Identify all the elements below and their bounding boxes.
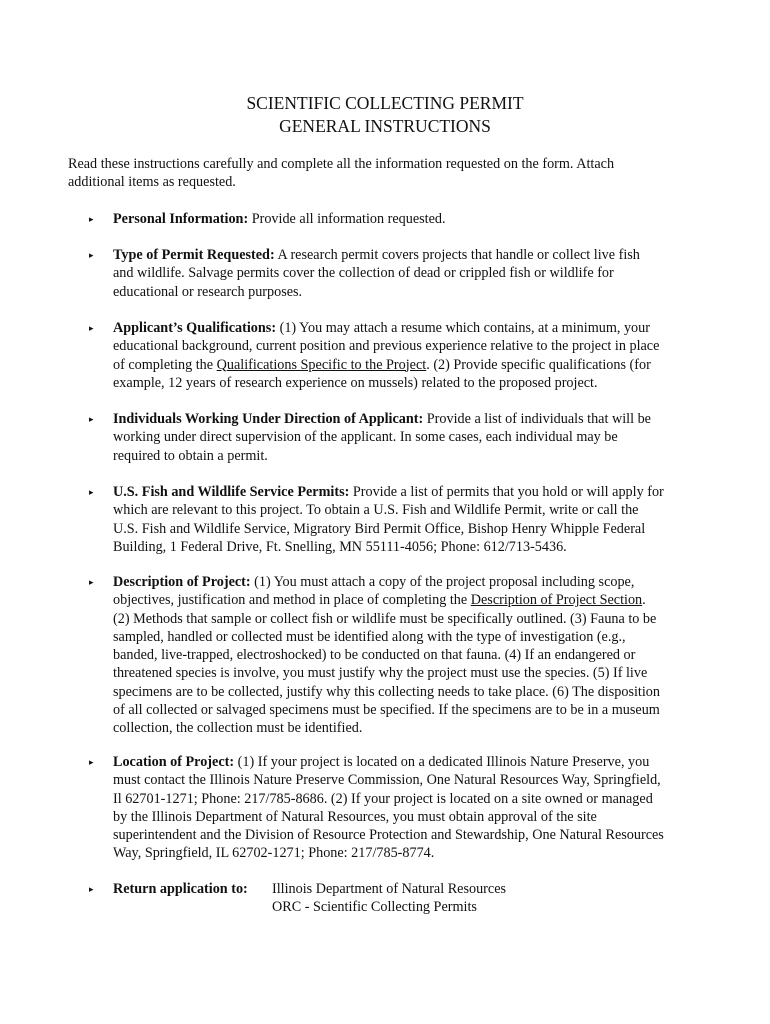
section-return-application [113,880,713,917]
section-text: . (2) Provide specific qualifications (for [426,356,651,373]
section-heading: Description of Project: [113,574,251,590]
section-text: U.S. Fish and Wildlife Service, Migratory Bird Permit Office, Bishop Henry Whipple Federal [113,520,646,537]
section-heading: Applicant’s Qualifications: [113,320,277,336]
section-text: (1) If your project is located on a dedicated Illinois Nature Preserve, you [234,754,650,770]
section-heading: Personal Information: [113,211,249,227]
section-text: banded, live-trapped, electroshocked) to be conducted on that fauna. (4) If an endangered or [113,647,636,664]
section-location-of-project [113,753,713,863]
title-line-1: SCIENTIFIC COLLECTING PERMIT [246,93,524,113]
section-text: working under direct supervision of the applicant. In some cases, each individual may be [113,429,618,446]
intro-paragraph [68,155,708,192]
intro-line-1: Read these instructions carefully and complete all the information requested on the form. Attach [68,156,615,172]
section-text: Provide a list of individuals that will be [423,411,651,427]
section-text: Il 62701-1271; Phone: 217/785-8686. (2) If your project is located on a site owned or managed [113,790,653,807]
intro-line-2: additional items as requested. [68,174,236,191]
section-text: threatened species is involve, you must justify why the project must use the species. (5) If live [113,665,648,682]
section-text: educational background, current position and previous experience relative to the project in place [113,338,660,355]
qualifications-link[interactable]: Qualifications Specific to the Project [216,356,427,373]
return-address-line-2: ORC - Scientific Collecting Permits [272,899,477,916]
section-heading: Return application to: [113,881,248,897]
section-text: which are relevant to this project. To obtain a U.S. Fish and Wildlife Permit, write or call the [113,502,639,519]
section-text: Provide a list of permits that you hold or will apply for [349,484,664,500]
section-text: Way, Springfield, IL 62702-1271; Phone: 217/785-8774. [113,845,435,862]
section-text: and wildlife. Salvage permits cover the collection of dead or crippled fish or wildlife for [113,265,614,282]
section-text: Provide all information requested. [248,211,446,227]
section-individuals-working [113,410,713,465]
section-text: sampled, handled or collected must be identified along with the type of investigation (e.g., [113,628,626,645]
section-text: (2) Methods that sample or collect fish or wildlife must be specifically outlined. (3) Fauna to be [113,610,657,627]
section-text: specimens are to be collected, justify why this collecting needs to take place. (6) The disposition [113,683,660,700]
bullet-icon: ▸ [89,577,94,587]
bullet-icon: ▸ [89,487,94,497]
section-type-of-permit [113,246,713,301]
section-text: superintendent and the Division of Resource Protection and Stewardship, One Natural Resources [113,827,664,844]
return-address-line-1: Illinois Department of Natural Resources [272,881,507,897]
section-text: by the Illinois Department of Natural Resources, you must obtain approval of the site [113,808,597,825]
title-line-2: GENERAL INSTRUCTIONS [279,116,491,136]
bullet-icon: ▸ [89,250,94,260]
section-heading: Type of Permit Requested: [113,247,275,263]
section-text: (1) You may attach a resume which contains, at a minimum, your [276,320,650,336]
section-heading: Location of Project: [113,754,235,770]
bullet-icon: ▸ [89,214,94,224]
section-text: A research permit covers projects that handle or collect live fish [274,247,640,263]
section-text: of all collected or salvaged specimens must be specified. If the specimens are to be in a museum [113,702,660,719]
section-heading: U.S. Fish and Wildlife Service Permits: [113,484,350,500]
section-text: example, 12 years of research experience on mussels) related to the proposed project. [113,374,598,391]
section-applicant-qualifications [113,319,713,392]
section-description-of-project [113,573,713,738]
section-text: must contact the Illinois Nature Preserve Commission, One Natural Resources Way, Springfield, [113,772,661,789]
section-text: objectives, justification and method in place of completing the [113,592,471,609]
section-text: educational or research purposes. [113,283,303,300]
section-personal-information [113,210,713,228]
section-text: (1) You must attach a copy of the project proposal including scope, [250,574,635,590]
bullet-icon: ▸ [89,884,94,894]
bullet-icon: ▸ [89,414,94,424]
page-title [0,92,770,138]
description-link[interactable]: Description of Project Section [470,592,643,609]
section-text: Building, 1 Federal Drive, Ft. Snelling, MN 55111-4056; Phone: 612/713-5436. [113,538,567,555]
section-text: of completing the [113,356,217,373]
section-heading: Individuals Working Under Direction of Applicant: [113,411,424,427]
section-text: . [642,592,646,609]
section-text: required to obtain a permit. [113,447,268,464]
section-usfws-permits [113,483,713,556]
bullet-icon: ▸ [89,757,94,767]
bullet-icon: ▸ [89,323,94,333]
section-text: collection, the collection must be identified. [113,720,363,737]
